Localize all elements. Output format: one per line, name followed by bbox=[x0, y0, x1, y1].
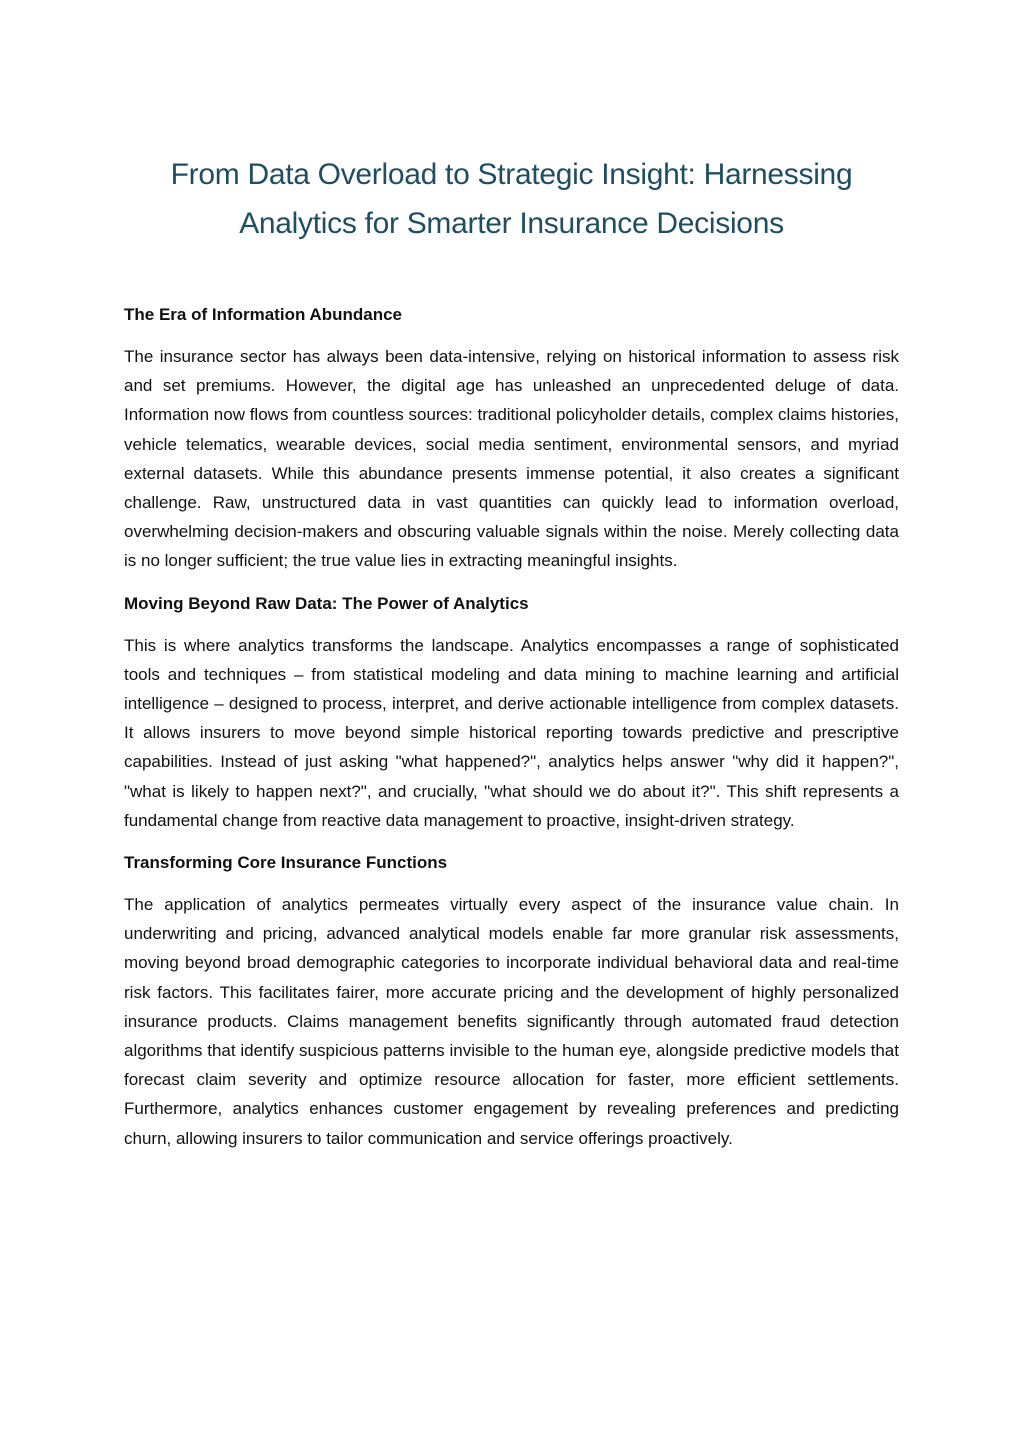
document-title: From Data Overload to Strategic Insight: Harnessing Analytics for Smarter Insurance Decisions bbox=[170, 158, 853, 240]
section-core-functions bbox=[124, 848, 899, 1153]
document-body bbox=[124, 300, 899, 1166]
section-information-abundance bbox=[124, 300, 899, 576]
section-power-of-analytics bbox=[124, 589, 899, 835]
section-paragraph: The insurance sector has always been data-intensive, relying on historical information to assess risk and set premiums. However, the digital age has unleashed an unprecedented deluge of data. Information now flows from countless sources: traditional policyholder details, complex claims histories, vehicle telematics, wearable devices, social media sentiment, environmental sensors, and myriad external datasets. While this abundance presents immense potential, it also creates a significant challenge. Raw, unstructured data in vast quantities can quickly lead to information overload, overwhelming decision-makers and obscuring valuable signals within the noise. Merely collecting data is no longer sufficient; the true value lies in extracting meaningful insights. bbox=[124, 347, 899, 571]
section-heading: Moving Beyond Raw Data: The Power of Analytics bbox=[124, 593, 529, 613]
section-paragraph: The application of analytics permeates virtually every aspect of the insurance value chain. In underwriting and pricing, advanced analytical models enable far more granular risk assessments, moving beyond broad demographic categories to incorporate individual behavioral data and real-time risk factors. This facilitates fairer, more accurate pricing and the development of highly personalized insurance products. Claims management benefits significantly through automated fraud detection algorithms that identify suspicious patterns invisible to the human eye, alongside predictive models that forecast claim severity and optimize resource allocation for faster, more efficient settlements. Furthermore, analytics enhances customer engagement by revealing preferences and predicting churn, allowing insurers to tailor communication and service offerings proactively. bbox=[124, 895, 899, 1148]
section-heading: Transforming Core Insurance Functions bbox=[124, 853, 448, 873]
section-paragraph: This is where analytics transforms the landscape. Analytics encompasses a range of sophisticated tools and techniques – from statistical modeling and data mining to machine learning and artificial intelligence – designed to process, interpret, and derive actionable intelligence from complex datasets. It allows insurers to move beyond simple historical reporting towards predictive and prescriptive capabilities. Instead of just asking "what happened?", analytics helps answer "why did it happen?", "what is likely to happen next?", and crucially, "what should we do about it?". This shift represents a fundamental change from reactive data management to proactive, insight-driven strategy. bbox=[124, 635, 899, 830]
section-heading: The Era of Information Abundance bbox=[124, 305, 402, 324]
